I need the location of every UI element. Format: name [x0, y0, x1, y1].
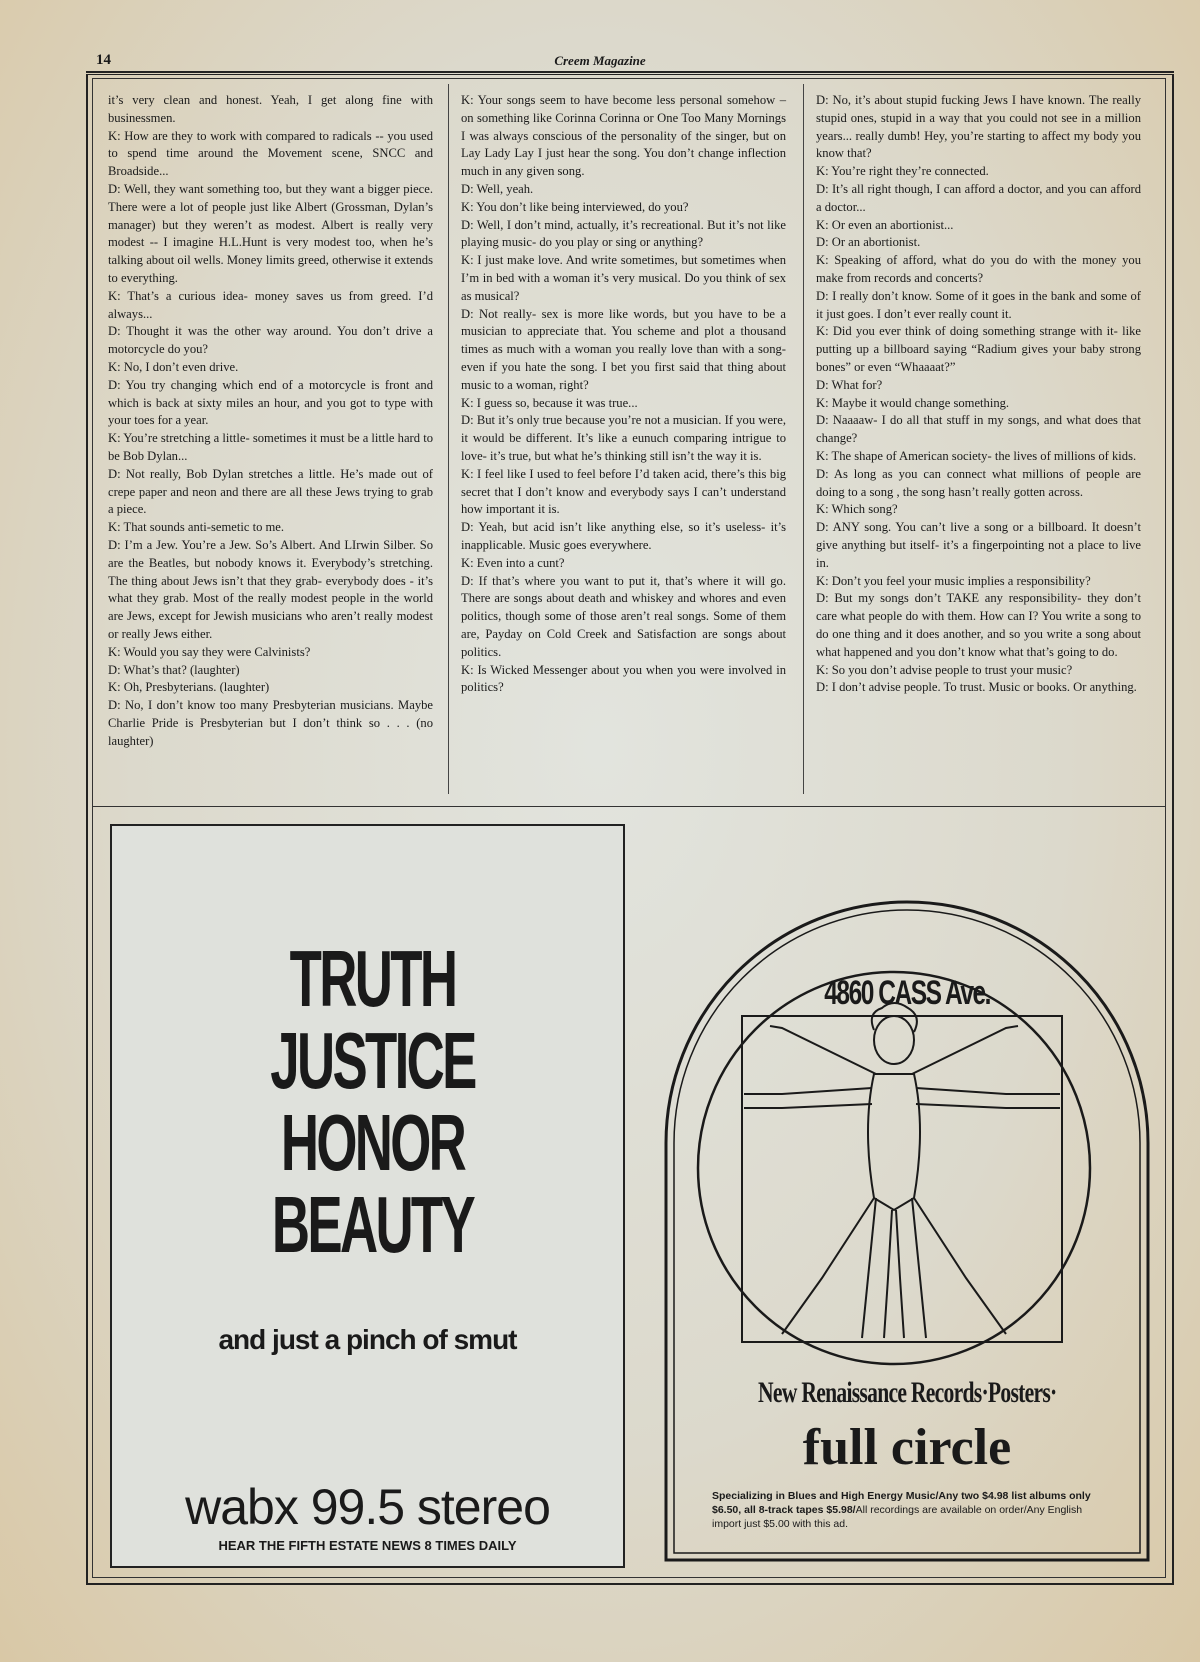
paragraph: D: I’m a Jew. You’re a Jew. So’s Albert. And LIrwin Silber. So are the Beatles, but nobody knows it. Everybody’s stretching. The thing about Jews isn’t that they grab- everybody does - it’s what they grab. Most of the really modest people in the world are Jews, except for Jewish musicians who aren’t really modest or really Jews either. [108, 537, 433, 641]
paragraph: D: But my songs don’t TAKE any responsibility- they don’t care what people do with them. How can I? You write a song to do one thing and it does another, and so you write a song about what happened and you don’t know what that’s going to do. [816, 591, 1141, 659]
slogan-word: HONOR [280, 1098, 465, 1187]
paragraph: K: You’re right they’re connected. [816, 164, 989, 179]
store-name: full circle [802, 1419, 1012, 1476]
interview-column-1 [108, 92, 433, 750]
slogan-word: TRUTH [289, 934, 456, 1023]
paragraph: K: The shape of American society- the lives of millions of kids. [816, 448, 1137, 463]
paragraph: D: But it’s only true because you’re not a musician. If you were, it would be different. It’s like a eunuch comparing intrigue to love- it’s true, but what he’s thinking still isn’t the way it is. [461, 413, 786, 463]
section-rule [92, 806, 1166, 807]
wabx-brand: wabx 99.5 stereo [185, 1479, 550, 1535]
paragraph: D: Thought it was the other way around. You don’t drive a motorcycle do you? [108, 324, 433, 357]
paragraph: D: Yeah, but acid isn’t like anything else, so it’s useless- it’s inapplicable. Music goes everywhere. [461, 520, 786, 552]
paragraph: D: It’s all right though, I can afford a doctor, and you can afford a doctor... [816, 181, 1141, 214]
wabx-slogan [112, 934, 623, 1269]
paragraph: K: How are they to work with compared to radicals -- you used to spend time around the Movement scene, SNCC and Broadside... [108, 128, 433, 179]
interview-column-2 [461, 92, 786, 697]
paragraph: K: So you don’t advise people to trust your music? [816, 662, 1073, 677]
paragraph: K: You don’t like being interviewed, do you? [461, 199, 689, 214]
paragraph: D: Naaaaw- I do all that stuff in my songs, and what does that change? [816, 413, 1141, 446]
interview-column-3 [816, 92, 1141, 697]
paragraph: D: No, it’s about stupid fucking Jews I have known. The really stupid ones, stupid in a way that you could not see in a million years... really dumb! Hey, you’re starting to affect my body you know that? [816, 93, 1141, 161]
wabx-tagline: HEAR THE FIFTH ESTATE NEWS 8 TIMES DAILY [218, 1538, 517, 1553]
paragraph: K: You’re stretching a little- sometimes it must be a little hard to be Bob Dylan... [108, 431, 433, 463]
paragraph: K: Don’t you feel your music implies a responsibility? [816, 573, 1091, 588]
column-rule [803, 84, 804, 794]
paragraph: K: Did you ever think of doing something strange with it- like putting up a billboard saying “Radium gives your baby strong bones” or even “Whaaaat?” [816, 324, 1141, 374]
paragraph: K: No, I don’t even drive. [108, 359, 239, 374]
paragraph: D: Not really, Bob Dylan stretches a little. He’s made out of crepe paper and neon and there are all these Jews trying to grab a piece. [108, 466, 433, 517]
paragraph: K: Would you say they were Calvinists? [108, 644, 311, 659]
paragraph: K: That sounds anti-semetic to me. [108, 520, 285, 535]
running-head: Creem Magazine [554, 53, 646, 68]
paragraph: D: I don’t advise people. To trust. Music or books. Or anything. [816, 680, 1137, 695]
column-rule [448, 84, 449, 794]
header-rule [86, 71, 1174, 73]
paragraph: D: ANY song. You can’t live a song or a billboard. It doesn’t give anything but itself- it’s a fingerpointing not a place to live in. [816, 520, 1141, 570]
paragraph: K: Even into a cunt? [461, 555, 565, 570]
paragraph: K: I guess so, because it was true... [461, 395, 638, 410]
paragraph: D: As long as you can connect what millions of people are doing to a song , the song hasn’t really gotten across. [816, 466, 1141, 499]
store-tagline: New Renaissance Records·Posters· [757, 1376, 1057, 1409]
paragraph: D: Well, they want something too, but they want a bigger piece. There were a lot of people just like Albert (Grossman, Dylan’s manager) but they weren’t as modest. Albert is really very modest -- I imagine H.L.Hunt is very modest too, when he’s talking about oil wells. Money limits greed, otherwise it extends to everything. [108, 181, 433, 285]
paragraph: K: Speaking of afford, what do you do with the money you make from records and concerts? [816, 253, 1141, 285]
paragraph: D: I really don’t know. Some of it goes in the bank and some of it just goes. I don’t ever really count it. [816, 288, 1141, 321]
store-fine-print [712, 1489, 1112, 1531]
full-circle-advertisement [662, 898, 1152, 1562]
paragraph: D: Or an abortionist. [816, 235, 921, 250]
paragraph: D: You try changing which end of a motorcycle is front and which is back at sixty miles an hour, and you got to type with your toes for a year. [108, 377, 433, 428]
paragraph: K: I feel like I used to feel before I’d taken acid, there’s this big secret that I don’t know and everybody says I can’t understand how important it is. [461, 466, 786, 517]
paragraph: K: Oh, Presbyterians. (laughter) [108, 680, 270, 695]
paragraph: K: Or even an abortionist... [816, 217, 954, 232]
paragraph: D: Well, yeah. [461, 181, 534, 196]
slogan-word: JUSTICE [270, 1016, 475, 1105]
paragraph: K: Is Wicked Messenger about you when you were involved in politics? [461, 662, 786, 695]
paragraph: K: I just make love. And write sometimes, but sometimes when I’m in bed with a woman it’s very musical. Do you think of sex as musical? [461, 253, 786, 303]
paragraph: K: That’s a curious idea- money saves us from greed. I’d always... [108, 288, 433, 321]
paragraph: K: Which song? [816, 502, 898, 517]
paragraph: K: Your songs seem to have become less personal somehow – on something like Corinna Corinna or One Too Many Mornings I was always conscious of the personality of the singer, but on Lay Lady Lay I just hear the song. You don’t change inflection much in any given song. [461, 93, 786, 179]
slogan-word: BEAUTY [271, 1180, 474, 1269]
fine-print-bold: Specializing in Blues and High Energy Music/Any two $4.98 list albums only $6.50, all 8-track tapes $5.98/ [712, 1490, 1091, 1516]
store-address: 4860 CASS Ave. [824, 974, 990, 1012]
paragraph: D: What’s that? (laughter) [108, 662, 240, 677]
paragraph: it’s very clean and honest. Yeah, I get along fine with businessmen. [108, 93, 433, 125]
page-number: 14 [96, 52, 111, 68]
fine-print-rest: All recordings are available on order/Any English import just $5.00 with this ad. [712, 1504, 1083, 1530]
paragraph: D: No, I don’t know too many Presbyterian musicians. Maybe Charlie Pride is Presbyterian but I don’t think so . . . (no laughter) [108, 698, 433, 748]
paragraph: D: Not really- sex is more like words, but you have to be a musician to appreciate that. You scheme and plot a thousand times as much with a woman you really love than with a song- even if you hate the song. I bet you first said that thing about music to a woman, right? [461, 306, 786, 392]
paragraph: D: What for? [816, 377, 883, 392]
paragraph: D: Well, I don’t mind, actually, it’s recreational. But it’s not like playing music- do you play or sing or anything? [461, 217, 786, 250]
wabx-advertisement [110, 824, 625, 1568]
paragraph: D: If that’s where you want to put it, that’s where it will go. There are songs about death and whiskey and whores and even politics, though some of those aren’t real songs. Some of them are, Payday on Cold Creek and Satisfaction are songs about politics. [461, 573, 786, 659]
paragraph: K: Maybe it would change something. [816, 395, 1010, 410]
vitruvian-man-icon [698, 972, 1090, 1364]
wabx-subslogan: and just a pinch of smut [218, 1324, 517, 1355]
